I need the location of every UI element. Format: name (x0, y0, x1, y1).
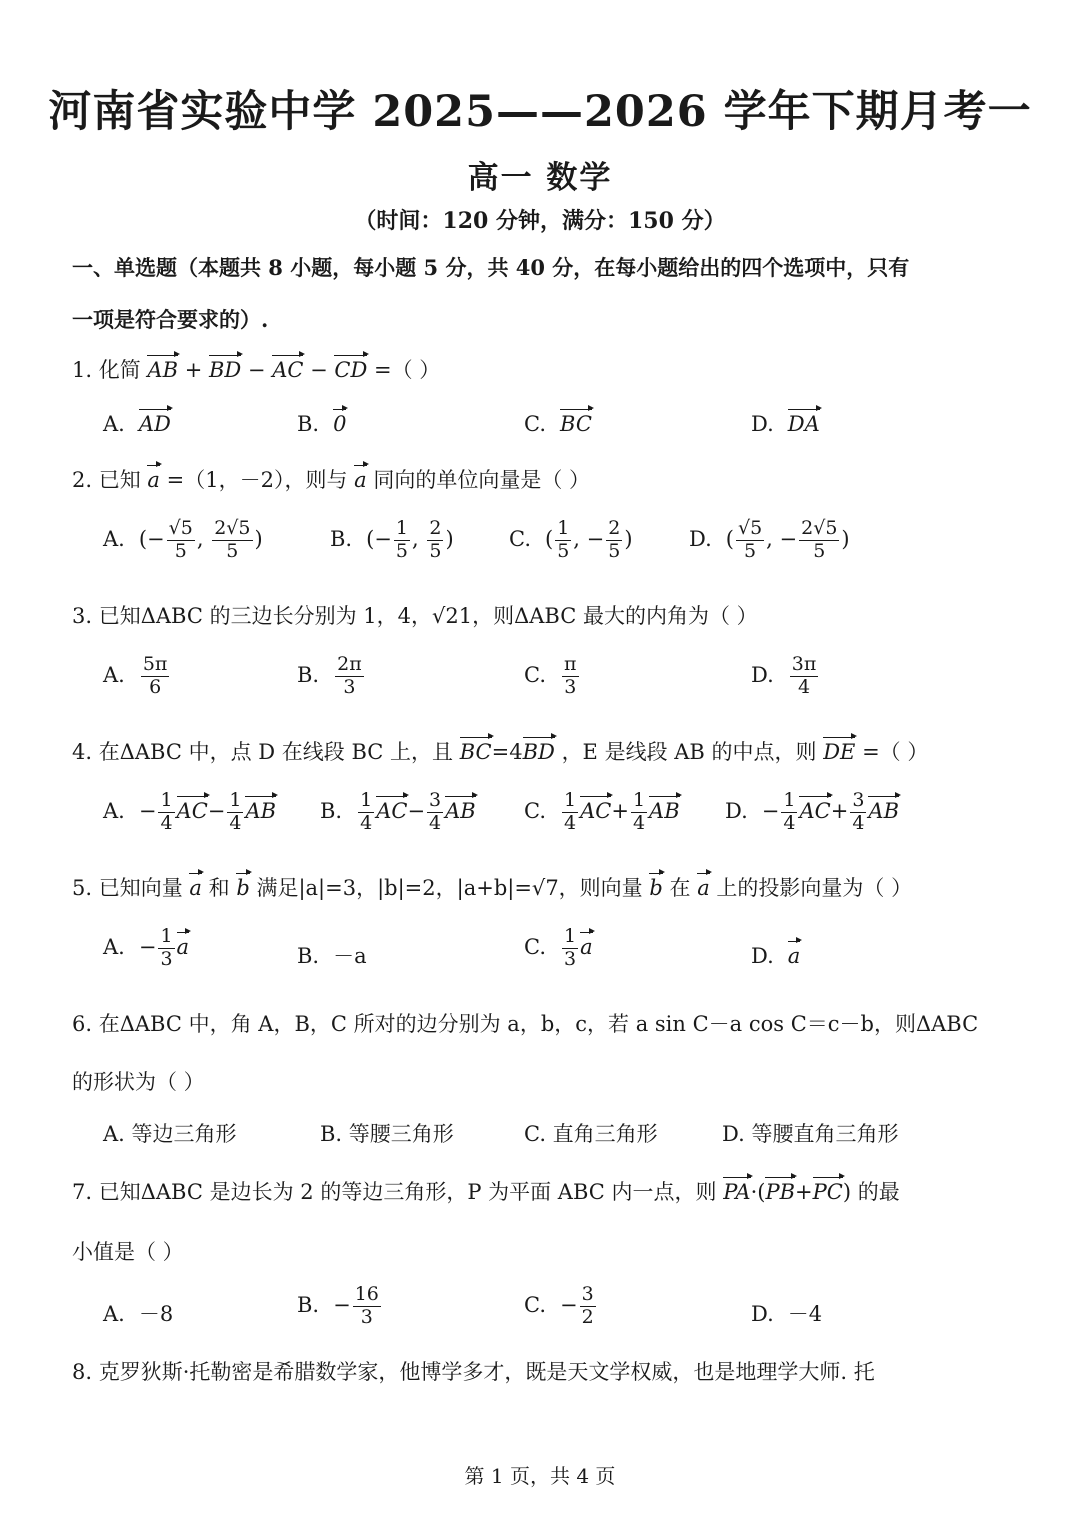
fraction: $\frac{3}{2}$ (581, 1283, 594, 1328)
fraction: $\frac{1}{3}$ (564, 925, 577, 970)
q3-option-c[interactable] (524, 654, 581, 699)
q5-option-d[interactable] (751, 940, 800, 968)
fraction: $\frac{1}{4}$ (160, 789, 173, 834)
option-label: D. (751, 662, 774, 687)
q2-text-a: 2. 已知 (72, 468, 141, 492)
exam-title: 河南省实验中学 2025——2026 学年下期月考一 (48, 87, 1032, 137)
q2-option-a[interactable]: A. (− $\frac{√5}{5}$ , $\frac{2√5}{5}$ ) (103, 517, 263, 562)
fraction: $\frac{1}{4}$ (229, 789, 242, 834)
option-value: DA (788, 408, 820, 436)
fraction: $\frac{1}{5}$ (557, 517, 570, 562)
q7-option-d[interactable] (751, 1298, 822, 1328)
q7-option-a[interactable] (103, 1298, 173, 1328)
q4-option-d[interactable]: D. − $\frac{1}{4}$ AC+ $\frac{3}{4}$ AB (725, 789, 900, 834)
q2-option-c[interactable]: C. ( $\frac{1}{5}$ , − $\frac{2}{5}$ ) (509, 517, 633, 562)
q4-text-b: ，E 是线段 AB 的中点，则 (561, 740, 817, 764)
vector-a: a (354, 464, 367, 492)
vector-pb: PB (765, 1176, 795, 1204)
exam-subtitle: 高一 数学 (467, 160, 613, 196)
option-label: B. (297, 944, 320, 968)
fraction: $\frac{5\pi}{6}$ (142, 653, 168, 698)
option-label: C. (509, 526, 531, 551)
exam-time-info: （时间：120 分钟，满分：150 分） (354, 208, 726, 234)
option-label: B. (320, 798, 343, 823)
q7-text-b: 的最 (857, 1180, 900, 1204)
fraction: $\frac{2}{5}$ (429, 517, 442, 562)
q5-option-b[interactable] (297, 940, 367, 970)
option-label: C. (524, 934, 546, 959)
fraction: $\frac{2\pi}{3}$ (337, 653, 362, 698)
q5-text-c: 在 (669, 876, 691, 900)
option-label: D. (725, 798, 748, 823)
fraction: $\frac{3}{4}$ (852, 789, 865, 834)
question-7-stem: 7. 已知ΔABC 是边长为 2 的等边三角形，P 为平面 ABC 内一点，则 PA·(PB+PC) 的最 (72, 1176, 900, 1206)
fraction: $\frac{3}{4}$ (429, 789, 442, 834)
option-label: C. (524, 1292, 546, 1317)
q4-eq: =4 (491, 740, 523, 764)
fraction: $\frac{1}{4}$ (564, 789, 577, 834)
section-heading-line1: 一、单选题（本题共 8 小题，每小题 5 分，共 40 分，在每小题给出的四个选项中，只有 (72, 255, 910, 280)
vector-pc: PC (813, 1176, 843, 1204)
question-3-stem: 3. 已知ΔABC 的三边长分别为 1，4，√21，则ΔABC 最大的内角为（ ） (72, 604, 758, 628)
vector-a: a (189, 872, 202, 900)
q2-option-b[interactable]: B. (− $\frac{1}{5}$ , $\frac{2}{5}$ ) (330, 517, 454, 562)
option-label: C. (524, 412, 546, 436)
question-1-stem: 1. 化简 AB + BD − AC − CD =（ ） (72, 354, 440, 384)
option-label: B. (297, 662, 320, 687)
vector-a: a (177, 931, 190, 959)
q5-text-d: 上的投影向量为（ ） (716, 876, 913, 900)
option-label: B. (330, 526, 353, 551)
question-6-stem-line2: 的形状为（ ） (72, 1070, 205, 1094)
option-value: AD (139, 408, 171, 436)
fraction: $\frac{1}{4}$ (632, 789, 646, 834)
option-label: D. (751, 944, 774, 968)
fraction: $\frac{1}{5}$ (395, 517, 408, 562)
option-label: D. (751, 1302, 774, 1326)
fraction: $\frac{\pi}{3}$ (564, 653, 577, 698)
q7-text-a: 7. 已知ΔABC 是边长为 2 的等边三角形，P 为平面 ABC 内一点，则 (72, 1180, 717, 1204)
option-label: D. (751, 412, 774, 436)
option-value: －a (333, 944, 367, 968)
question-8-stem: 8. 克罗狄斯·托勒密是希腊数学家，他博学多才，既是天文学权威，也是地理学大师. 托 (72, 1360, 875, 1384)
q1-option-d[interactable] (751, 408, 820, 436)
option-label: B. (297, 1292, 320, 1317)
q4-option-a[interactable]: A. − $\frac{1}{4}$ AC− $\frac{1}{4}$ AB (103, 789, 277, 834)
vector-b: b (649, 872, 662, 900)
vector-ab: AB (868, 795, 899, 823)
q1-suffix: =（ ） (373, 358, 441, 382)
fraction: $\frac{√5}{5}$ (737, 517, 763, 562)
option-value: 0 (333, 408, 346, 436)
fraction: $\frac{2√5}{5}$ (214, 517, 251, 562)
q2-text-b: =（1，－2），则与 (166, 468, 348, 492)
q5-and: 和 (208, 876, 230, 900)
option-label: A. (103, 662, 125, 687)
fraction: $\frac{1}{3}$ (160, 925, 173, 970)
fraction: $\frac{√5}{5}$ (168, 517, 193, 562)
option-label: A. (103, 934, 125, 959)
vector-bc: BC (460, 736, 492, 764)
fraction: $\frac{1}{4}$ (783, 789, 796, 834)
vector-ac: AC (272, 354, 303, 382)
fraction: $\frac{2√5}{5}$ (801, 517, 838, 562)
q1-option-c[interactable] (524, 408, 592, 436)
q4-option-c[interactable]: C. $\frac{1}{4}$ AC+ $\frac{1}{4}$ AB (524, 789, 680, 834)
vector-a: a (697, 872, 710, 900)
q5-text-b: 满足|a|=3，|b|=2，|a+b|=√7，则向量 (256, 876, 643, 900)
q3-option-b[interactable] (297, 654, 366, 699)
vector-a: a (788, 940, 801, 968)
q3-option-a[interactable] (103, 654, 171, 699)
question-7-stem-line2: 小值是（ ） (72, 1240, 184, 1264)
vector-ab: AB (649, 795, 680, 823)
option-label: A. (103, 1302, 125, 1326)
q5-option-c[interactable] (524, 926, 593, 971)
option-label: C. (524, 798, 546, 823)
q6-option-c[interactable]: C. 直角三角形 (524, 1122, 658, 1146)
vector-de: DE (823, 736, 855, 764)
q6-option-b[interactable]: B. 等腰三角形 (320, 1122, 454, 1146)
vector-ac: AC (376, 795, 407, 823)
q1-option-b[interactable] (297, 408, 346, 436)
option-label: C. (524, 662, 546, 687)
q7-option-c[interactable]: C. − $\frac{3}{2}$ (524, 1283, 594, 1328)
vector-ac: AC (580, 795, 611, 823)
q5-text-a: 5. 已知向量 (72, 876, 183, 900)
option-label: A. (103, 412, 125, 436)
option-label: B. (297, 412, 320, 436)
q1-option-a[interactable] (103, 408, 171, 436)
vector-ac: AC (177, 795, 208, 823)
vector-bd: BD (523, 736, 555, 764)
fraction: $\frac{2}{5}$ (608, 517, 621, 562)
question-2-stem (72, 464, 590, 494)
option-value: －4 (787, 1302, 823, 1326)
q5-option-a[interactable]: A. − $\frac{1}{3}$ a (103, 925, 190, 970)
q4-text-c: =（ ） (862, 740, 929, 764)
q1-prefix: 1. 化简 (72, 358, 141, 382)
q6-option-a[interactable]: A. 等边三角形 (103, 1122, 237, 1146)
vector-ab: AB (147, 354, 178, 382)
q2-option-d[interactable]: D. ( $\frac{√5}{5}$ , − $\frac{2√5}{5}$ ) (689, 517, 850, 562)
question-5-stem (72, 872, 912, 902)
option-value: BC (560, 408, 592, 436)
q2-text-c: 同向的单位向量是（ ） (373, 468, 591, 492)
option-label: D. (689, 526, 712, 551)
option-value: －8 (138, 1302, 174, 1326)
question-4-stem (72, 736, 928, 766)
q3-option-d[interactable] (751, 654, 820, 699)
vector-ac: AC (799, 795, 830, 823)
vector-ab: AB (445, 795, 476, 823)
q4-option-b[interactable]: B. $\frac{1}{4}$ AC− $\frac{3}{4}$ AB (320, 789, 476, 834)
fraction: $\frac{16}{3}$ (354, 1283, 379, 1328)
vector-a: a (580, 931, 593, 959)
option-label: A. (103, 798, 125, 823)
q4-text-a: 4. 在ΔABC 中，点 D 在线段 BC 上，且 (72, 740, 454, 764)
question-6-stem-line1: 6. 在ΔABC 中，角 A，B，C 所对的边分别为 a，b，c，若 a sin C－a cos C＝c－b，则ΔABC (72, 1012, 979, 1036)
vector-b: b (236, 872, 249, 900)
q6-option-d[interactable]: D. 等腰直角三角形 (722, 1122, 899, 1146)
vector-bd: BD (209, 354, 241, 382)
section-heading-line2: 一项是符合要求的）. (72, 307, 269, 332)
page-footer: 第 1 页，共 4 页 (464, 1464, 616, 1488)
q7-option-b[interactable]: B. − $\frac{16}{3}$ (297, 1283, 379, 1328)
fraction: $\frac{3\pi}{4}$ (791, 653, 817, 698)
option-label: A. (103, 526, 125, 551)
vector-cd: CD (334, 354, 367, 382)
fraction: $\frac{1}{4}$ (360, 789, 373, 834)
vector-a: a (147, 464, 160, 492)
vector-pa: PA (723, 1176, 750, 1204)
vector-ab: AB (245, 795, 276, 823)
